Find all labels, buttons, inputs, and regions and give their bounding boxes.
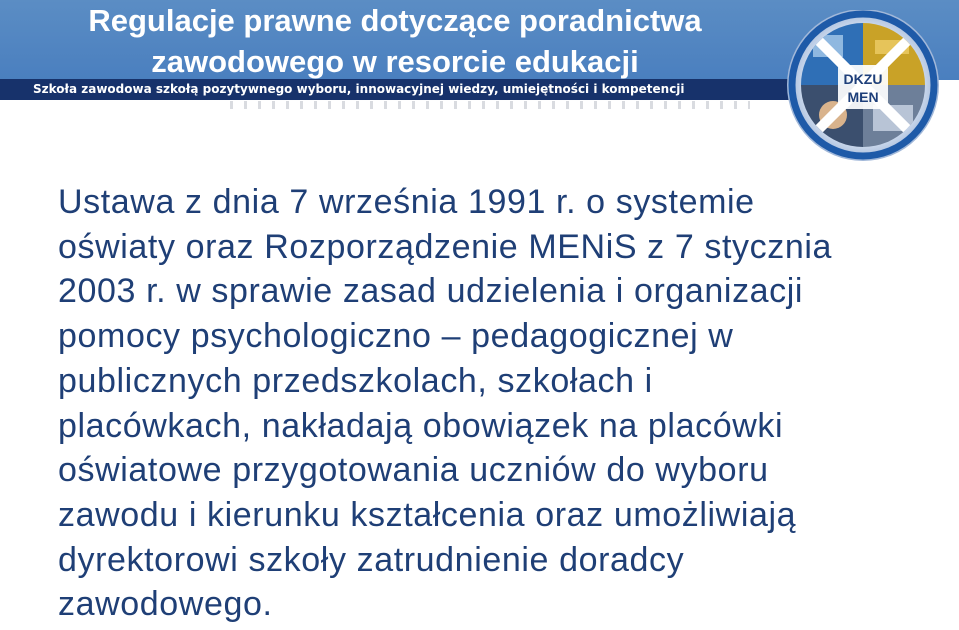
slide-title-line-2: zawodowego w resorcie edukacji	[151, 44, 639, 79]
body-line: zawodu i kierunku kształcenia oraz umożliwiają	[58, 495, 797, 534]
body-line: dyrektorowi szkoły zatrudnienie doradcy	[58, 540, 685, 579]
body-line: oświatowe przygotowania uczniów do wyboru	[58, 451, 769, 490]
body-line: pomocy psychologiczno – pedagogicznej w	[58, 317, 734, 356]
logo-text-line-1: DKZU	[843, 71, 883, 87]
body-line: oświaty oraz Rozporządzenie MENiS z 7 stycznia	[58, 227, 833, 266]
dkzu-men-logo-icon	[783, 10, 959, 170]
decorative-shadow-line	[230, 101, 750, 109]
body-line: 2003 r. w sprawie zasad udzielenia i organizacji	[58, 272, 804, 311]
body-line: publicznych przedszkolach, szkołach i	[58, 361, 653, 400]
body-paragraph	[58, 180, 938, 627]
slide-title	[0, 0, 790, 82]
slide-subtitle: Szkoła zawodowa szkołą pozytywnego wyboru, innowacyjnej wiedzy, umiejętności i kompetencji	[33, 82, 685, 96]
logo-text-line-2: MEN	[847, 89, 879, 105]
body-line: zawodowego.	[58, 585, 273, 624]
body-line: placówkach, nakładają obowiązek na placówki	[58, 406, 784, 445]
slide-title-line-1: Regulacje prawne dotyczące poradnictwa	[88, 3, 702, 38]
body-line: Ustawa z dnia 7 września 1991 r. o systemie	[58, 183, 755, 221]
